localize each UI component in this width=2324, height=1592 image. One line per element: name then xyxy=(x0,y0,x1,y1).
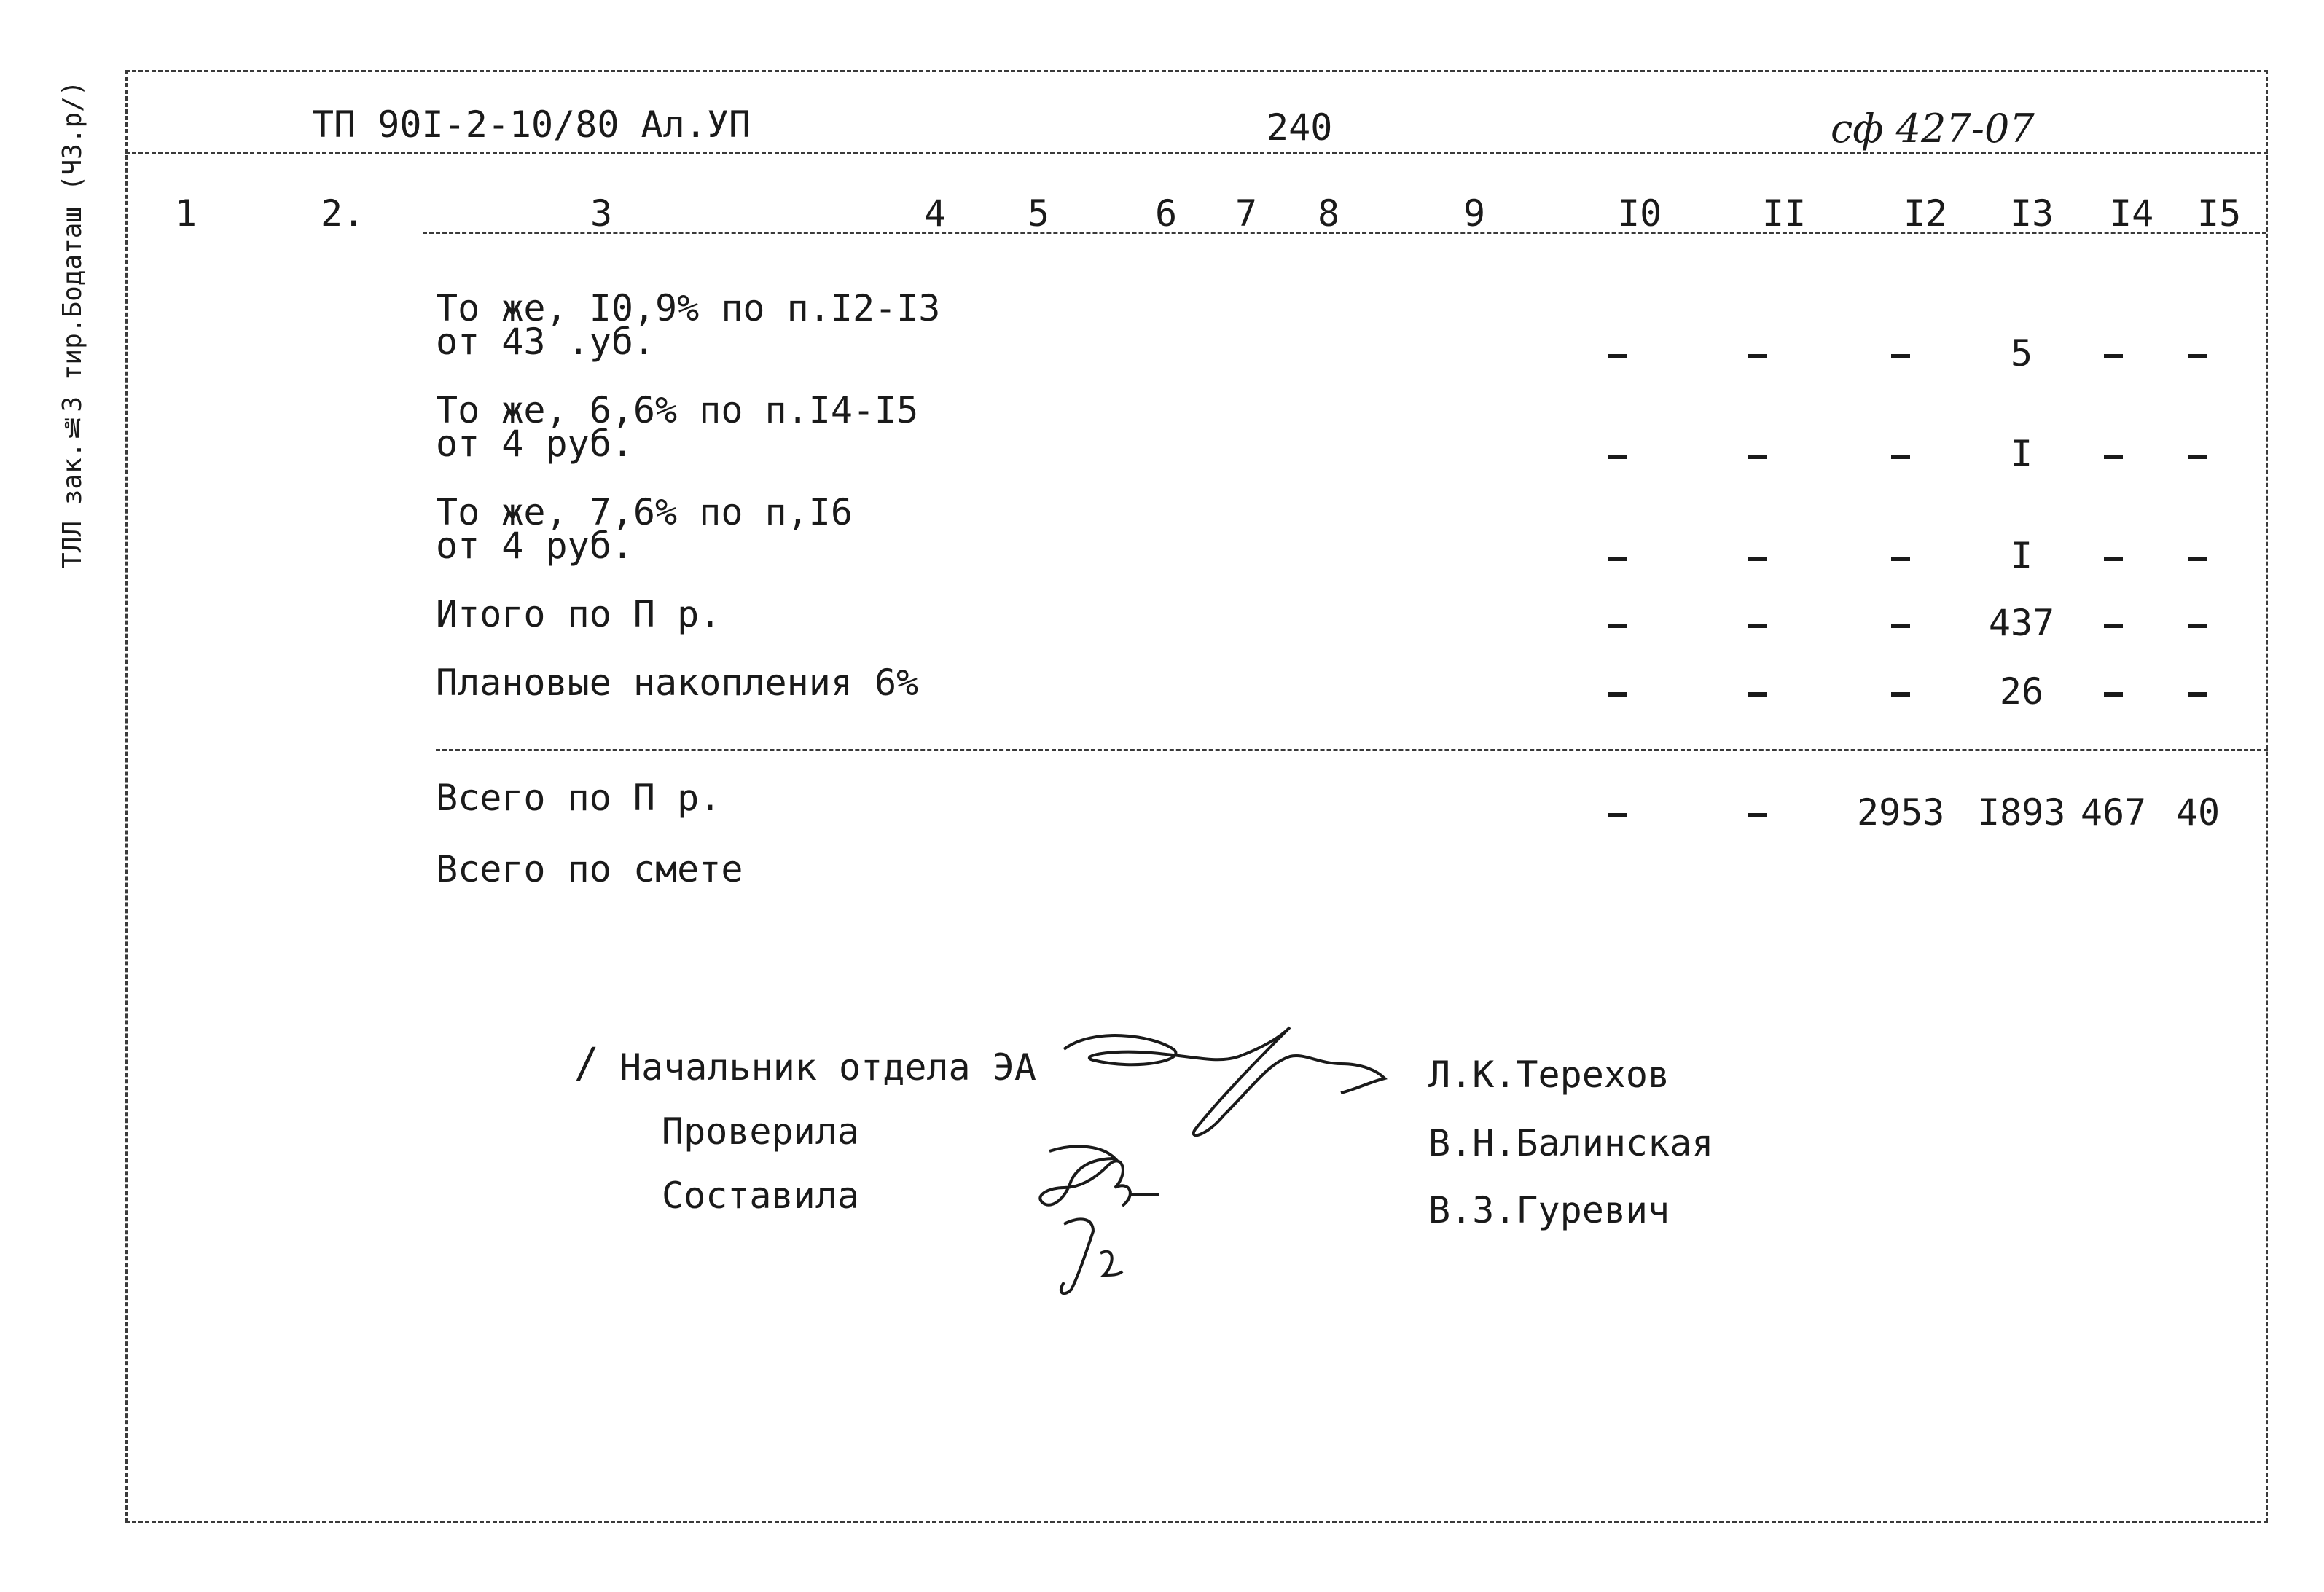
signature-scribble-checked xyxy=(1020,1137,1195,1304)
row-value-c13: 437 xyxy=(1988,602,2055,644)
signature-role-head: Начальник отдела ЭА xyxy=(619,1046,1036,1089)
column-number-11: II xyxy=(1762,192,1807,235)
column-number-5: 5 xyxy=(1028,192,1050,235)
slash-mark: / xyxy=(574,1040,599,1087)
row-value-c15-dash xyxy=(2188,455,2207,459)
column-number-7: 7 xyxy=(1235,192,1258,235)
total-value-c12: 2953 xyxy=(1857,791,1945,834)
total-value-c10-dash xyxy=(1608,813,1627,817)
row-value-c10-dash xyxy=(1608,624,1627,628)
margin-note: ТЛЛ зак.№3 тир.Бодаташ (Ч3.р/) xyxy=(58,80,87,568)
column-numbers-underline xyxy=(423,232,2266,234)
row-value-c15-dash xyxy=(2188,557,2207,561)
column-number-1: 1 xyxy=(175,192,197,235)
total-row-label: Всего по П р. xyxy=(436,777,721,819)
row-value-c15-dash xyxy=(2188,354,2207,358)
row-label: То же, 7,6% по п,I6 xyxy=(436,491,853,533)
column-number-6: 6 xyxy=(1155,192,1178,235)
column-number-12: I2 xyxy=(1904,192,1948,235)
row-label-cont: от 43 .уб. xyxy=(436,321,656,363)
column-number-4: 4 xyxy=(924,192,947,235)
signature-role-checked: Проверила xyxy=(662,1110,859,1153)
estimate-total-label: Всего по смете xyxy=(436,848,743,890)
column-number-15: I5 xyxy=(2197,192,2242,235)
row-value-c12-dash xyxy=(1891,557,1910,561)
row-value-c11-dash xyxy=(1748,624,1767,628)
row-value-c10-dash xyxy=(1608,354,1627,358)
row-value-c14-dash xyxy=(2104,692,2123,697)
column-number-3: 3 xyxy=(590,192,613,235)
row-value-c10-dash xyxy=(1608,692,1627,697)
signature-name-compiled: В.З.Гуревич xyxy=(1428,1189,1670,1231)
row-value-c14-dash xyxy=(2104,354,2123,358)
row-value-c13: I xyxy=(2010,433,2033,475)
row-value-c13: 26 xyxy=(1999,670,2044,713)
row-label: То же, 6,6% по п.I4-I5 xyxy=(436,389,919,431)
row-value-c14-dash xyxy=(2104,624,2123,628)
column-number-8: 8 xyxy=(1318,192,1340,235)
row-label: То же, I0,9% по п.I2-I3 xyxy=(436,287,941,329)
column-number-2: 2. xyxy=(321,192,365,235)
column-number-9: 9 xyxy=(1463,192,1486,235)
row-value-c13: I xyxy=(2010,535,2033,577)
signature-role-compiled: Составила xyxy=(662,1175,859,1217)
row-label: Плановые накопления 6% xyxy=(436,662,919,704)
column-number-10: I0 xyxy=(1618,192,1662,235)
total-value-c14: 467 xyxy=(2080,791,2147,834)
row-value-c11-dash xyxy=(1748,692,1767,697)
row-value-c10-dash xyxy=(1608,557,1627,561)
header-divider xyxy=(125,152,2268,154)
row-value-c15-dash xyxy=(2188,624,2207,628)
row-value-c12-dash xyxy=(1891,354,1910,358)
row-value-c15-dash xyxy=(2188,692,2207,697)
signature-name-head: Л.К.Терехов xyxy=(1428,1054,1670,1096)
subtotal-divider xyxy=(436,749,2268,751)
row-value-c11-dash xyxy=(1748,455,1767,459)
total-value-c15: 40 xyxy=(2175,791,2221,834)
total-value-c13: I893 xyxy=(1978,791,2066,834)
row-value-c12-dash xyxy=(1891,692,1910,697)
sheet-code: сф 427-07 xyxy=(1831,106,2035,152)
row-value-c14-dash xyxy=(2104,557,2123,561)
row-value-c10-dash xyxy=(1608,455,1627,459)
row-value-c13: 5 xyxy=(2010,332,2033,375)
total-value-c11-dash xyxy=(1748,813,1767,817)
doc-code: ТП 90I-2-10/80 Ал.УП xyxy=(312,103,751,146)
row-value-c11-dash xyxy=(1748,557,1767,561)
column-number-13: I3 xyxy=(2010,192,2054,235)
row-label-cont: от 4 руб. xyxy=(436,525,633,567)
row-label: Итого по П р. xyxy=(436,593,721,635)
row-value-c12-dash xyxy=(1891,455,1910,459)
row-value-c14-dash xyxy=(2104,455,2123,459)
page-number: 240 xyxy=(1267,106,1333,149)
column-number-14: I4 xyxy=(2110,192,2154,235)
row-value-c11-dash xyxy=(1748,354,1767,358)
row-label-cont: от 4 руб. xyxy=(436,423,633,465)
signature-name-checked: В.Н.Балинская xyxy=(1428,1122,1714,1164)
row-value-c12-dash xyxy=(1891,624,1910,628)
